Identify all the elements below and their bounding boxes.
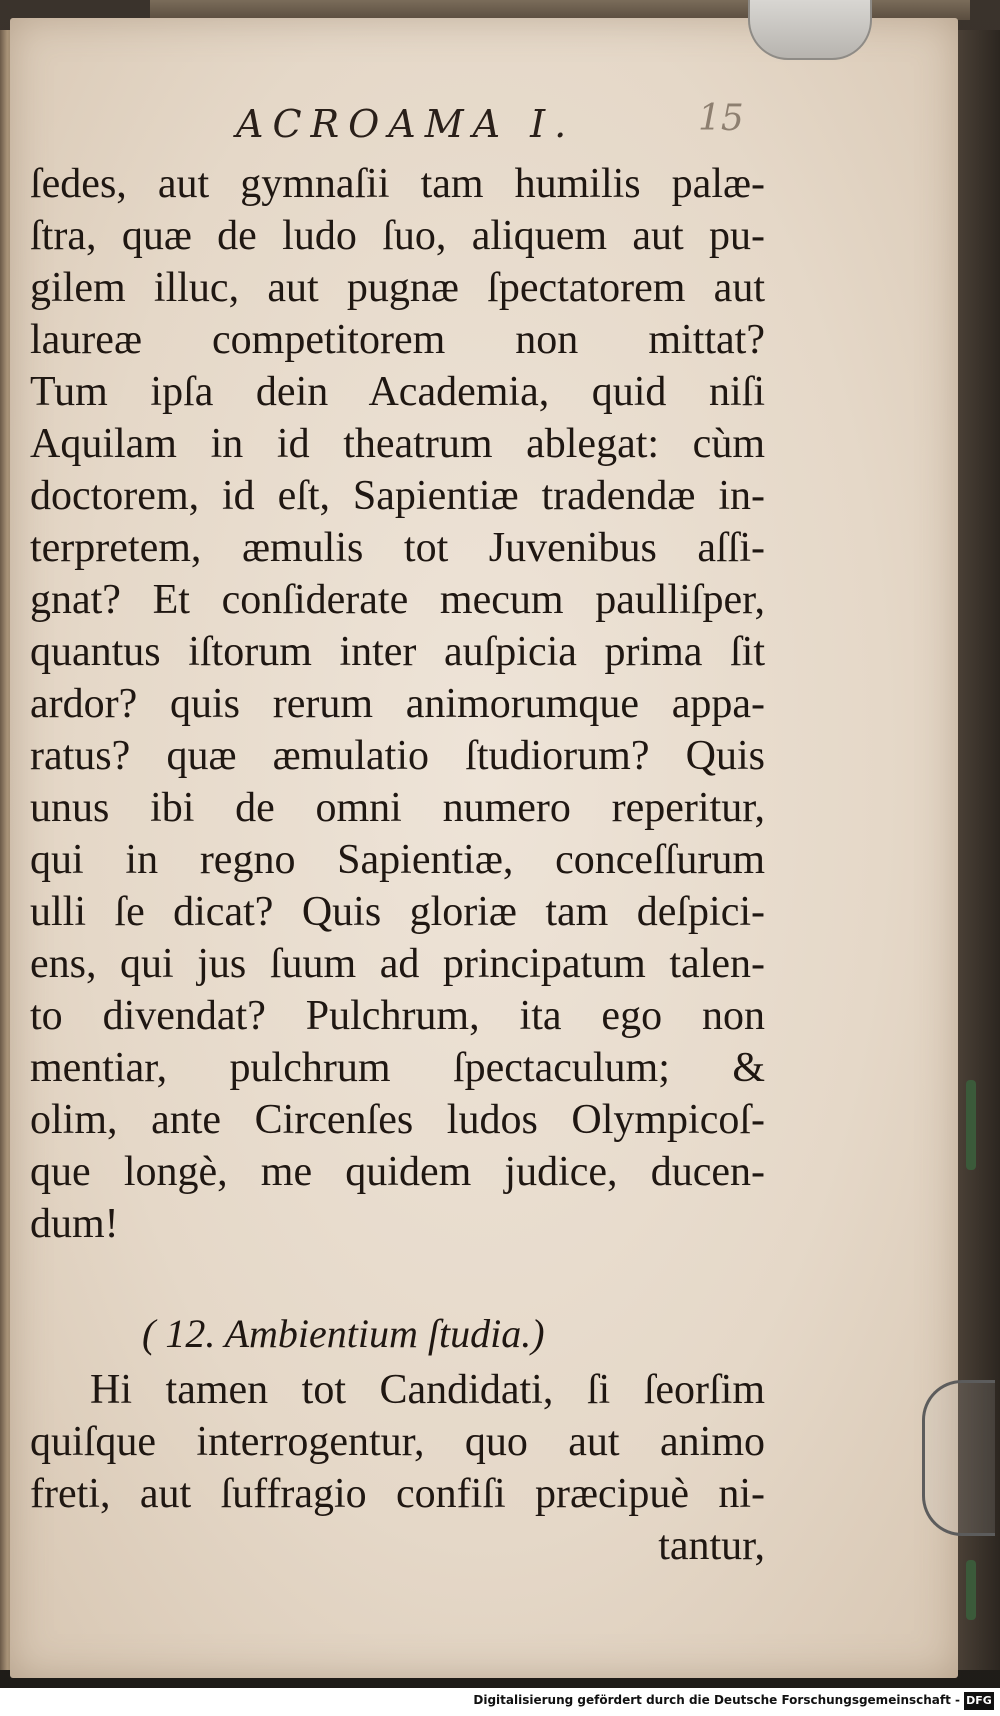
text-line: gilem illuc, aut pugnæ ſpectatorem aut	[30, 265, 765, 311]
text-line: doctorem, id eſt, Sapientiæ tradendæ in-	[30, 473, 765, 519]
text-line: quantus iſtorum inter auſpicia prima ſit	[30, 629, 765, 675]
text-line: dum!	[30, 1201, 119, 1247]
dfg-logo: DFG	[964, 1692, 994, 1710]
edge-marker	[966, 1560, 976, 1620]
text-line: Tum ipſa dein Academia, quid niſi	[30, 369, 765, 415]
text-line: qui in regno Sapientiæ, conceſſurum	[30, 837, 765, 883]
text-line: ulli ſe dicat? Quis gloriæ tam deſpici-	[30, 889, 765, 935]
digitization-footer	[0, 1688, 1000, 1716]
text-line: unus ibi de omni numero reperitur,	[30, 785, 765, 831]
text-line: to divendat? Pulchrum, ita ego non	[30, 993, 765, 1039]
section-heading: ( 12. Ambientium ſtudia.)	[142, 1311, 545, 1356]
text-line: ratus? quæ æmulatio ſtudiorum? Quis	[30, 733, 765, 779]
text-line: Aquilam in id theatrum ablegat: cùm	[30, 421, 765, 467]
catchword: tantur,	[658, 1523, 765, 1569]
text-line: laureæ competitorem non mittat?	[30, 317, 765, 363]
text-line: ardor? quis rerum animorumque appa-	[30, 681, 765, 727]
text-line: ſedes, aut gymnaſii tam humilis palæ-	[30, 161, 765, 207]
text-line: ens, qui jus ſuum ad principatum talen-	[30, 941, 765, 987]
running-header	[10, 88, 958, 148]
text-line: olim, ante Circenſes ludos Olympicoſ-	[30, 1097, 765, 1143]
page-clip-top	[748, 0, 872, 60]
text-line: que longè, me quidem judice, ducen-	[30, 1149, 765, 1195]
page-number: 15	[698, 98, 744, 139]
edge-marker	[966, 1080, 976, 1170]
header-title: ACROAMA I.	[236, 102, 576, 146]
text-line: freti, aut ſuffragio confiſi præcipuè ni-	[30, 1471, 765, 1517]
text-line: gnat? Et conſiderate mecum paulliſper,	[30, 577, 765, 623]
text-line: Hi tamen tot Candidati, ſi ſeorſim	[90, 1367, 765, 1413]
book-page	[10, 18, 958, 1678]
text-line: mentiar, pulchrum ſpectaculum; &	[30, 1045, 765, 1091]
text-line: ſtra, quæ de ludo ſuo, aliquem aut pu-	[30, 213, 765, 259]
footer-credit: Digitalisierung gefördert durch die Deutsche Forschungsgemeinschaft -	[473, 1693, 960, 1707]
text-line: terpretem, æmulis tot Juvenibus aſſi-	[30, 525, 765, 571]
text-line: quiſque interrogentur, quo aut animo	[30, 1419, 765, 1465]
page-clip-right	[922, 1380, 995, 1536]
